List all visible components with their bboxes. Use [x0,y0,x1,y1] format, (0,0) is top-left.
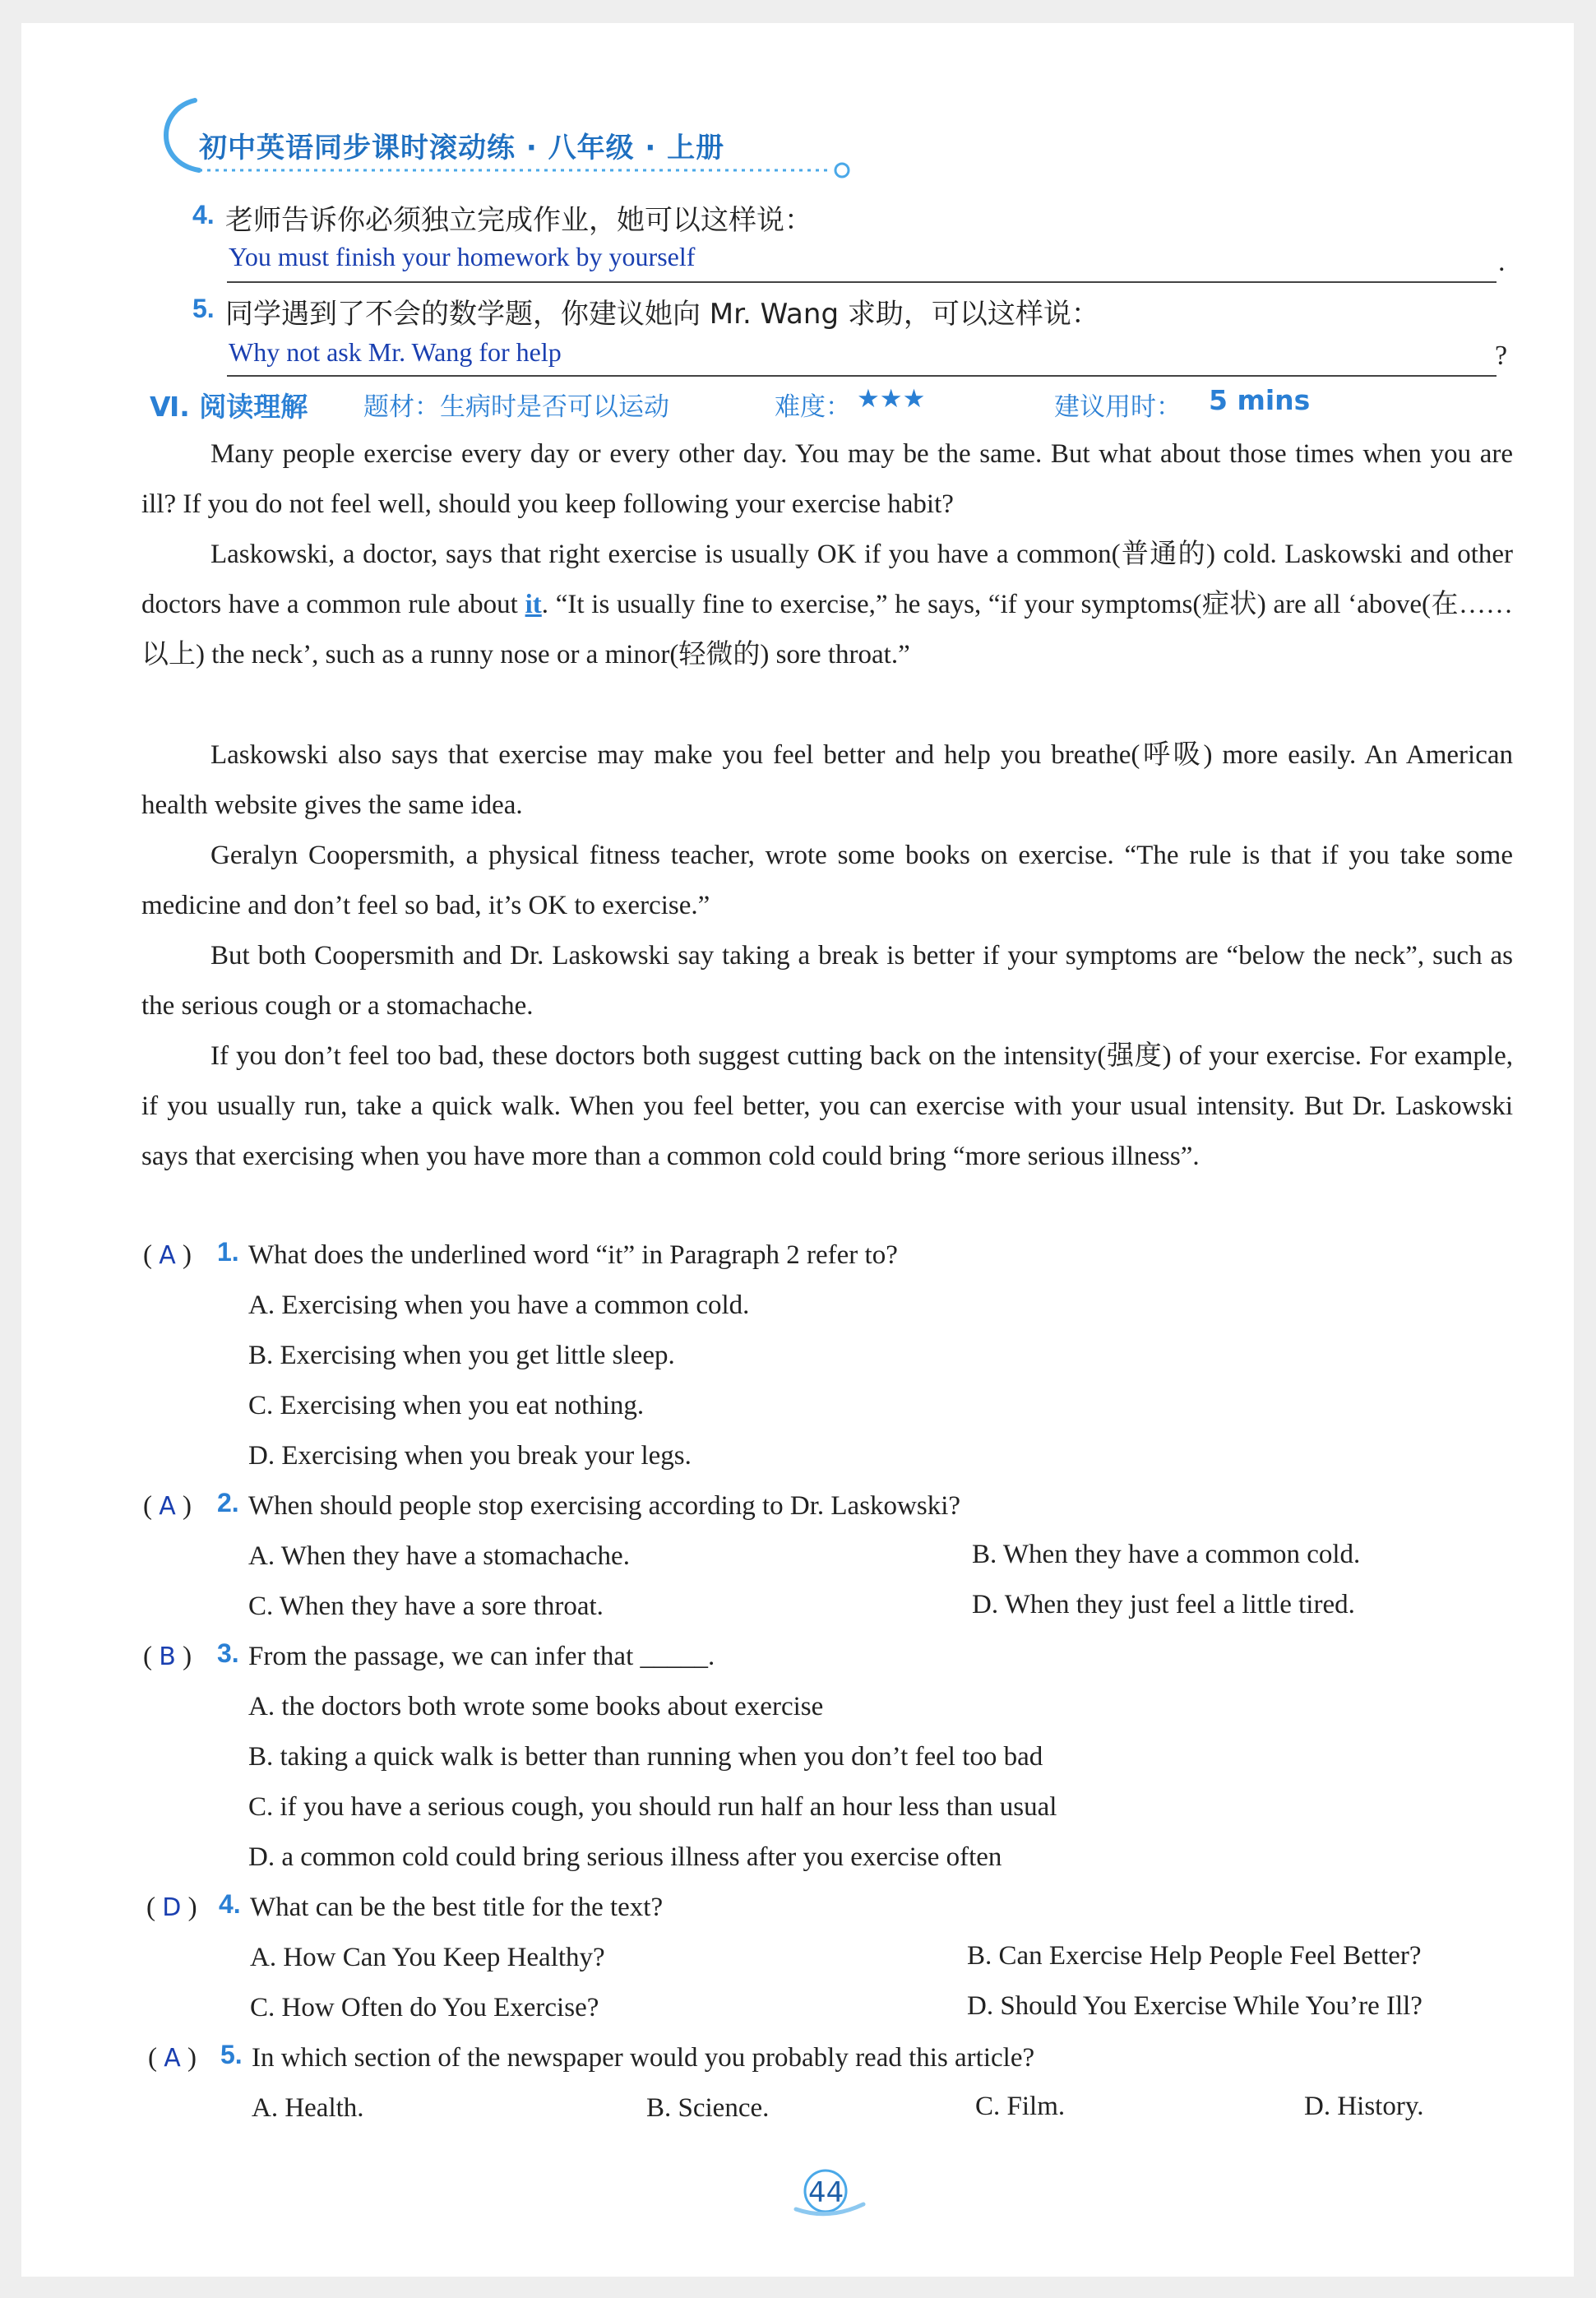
item-answer: Why not ask Mr. Wang for help [229,337,562,367]
question-stem: When should people stop exercising according to Dr. Laskowski? [248,1491,961,1521]
option: A. When they have a stomachache. [248,1541,630,1571]
passage-paragraph-5: But both Coopersmith and Dr. Laskowski say taking a break is better if your symptoms are “below the neck”, such as the serious cough or a stomachache. [141,941,1513,1021]
question-stem: In which section of the newspaper would you probably read this article? [252,2043,1035,2073]
option: B. Science. [646,2093,770,2123]
question-stem: What can be the best title for the text? [250,1893,664,1922]
option: B. When they have a common cold. [972,1540,1361,1569]
option: D. Exercising when you break your legs. [248,1441,692,1471]
option: C. Film. [975,2092,1066,2121]
option: B. Exercising when you get little sleep. [248,1341,675,1370]
option: B. taking a quick walk is better than running when you don’t feel too bad [248,1742,1043,1772]
option: D. a common cold could bring serious illness after you exercise often [248,1842,1002,1872]
option: D. History. [1304,2092,1424,2121]
header-title: 初中英语同步课时滚动练 · 八年级 · 上册 [199,132,725,164]
passage-paragraph-4: Geralyn Coopersmith, a physical fitness teacher, wrote some books on exercise. “The rule is that if you take some medicine and don’t feel so bad, it’s OK to exercise.” [141,841,1513,920]
passage-paragraph-1: Many people exercise every day or every other day. You may be the same. But what about those times when you are ill? If you do not feel well, should you keep following your exercise habit? [141,439,1513,519]
item-end-punct: . [1498,247,1506,277]
answer-choice: B [159,1642,176,1671]
section-label: Ⅵ. 阅读理解 [150,391,308,423]
item-prompt: 同学遇到了不会的数学题，你建议她向 Mr. Wang 求助，可以这样说： [225,298,1099,331]
underlined-word: it [525,590,542,619]
option: A. the doctors both wrote some books about exercise [248,1692,824,1721]
question-number: 1. [217,1237,239,1267]
question-number: 4. [219,1889,241,1919]
option: B. Can Exercise Help People Feel Better? [967,1941,1422,1971]
item-number: 4. [192,200,215,229]
answer-choice: A [164,2044,181,2073]
option: A. How Can You Keep Healthy? [250,1943,605,1972]
answer-choice: D [162,1893,182,1922]
time-label: 建议用时： [1054,392,1182,422]
question-stem: What does the underlined word “it” in Paragraph 2 refer to? [248,1240,898,1270]
option: A. Exercising when you have a common cold. [248,1290,750,1320]
item-answer: You must finish your homework by yourself [229,242,696,271]
option: C. How Often do You Exercise? [250,1993,599,2022]
question-number: 5. [220,2040,243,2069]
question-stem: From the passage, we can infer that _____. [248,1642,715,1671]
page-number: 44 [808,2176,844,2209]
difficulty-stars-icon: ★★★ [857,384,926,414]
answer-bracket: ( A ) [143,1240,192,1270]
time-value: 5 mins [1209,384,1311,416]
answer-choice: A [159,1241,176,1270]
passage-paragraph-2 [141,530,1513,730]
question-number: 3. [217,1638,239,1668]
answer-choice: A [159,1492,176,1521]
section-topic: 题材：生病时是否可以运动 [363,392,669,422]
paragraph-text: . “It is usually fine to exercise,” he says, “if your symptoms(症状) are all ‘above(在……以上) the neck’, such as a runny nose or a minor(轻微的) sore throat.” [141,590,1513,669]
item-end-punct: ? [1495,341,1508,371]
answer-bracket: ( B ) [143,1642,192,1671]
question-number: 2. [217,1488,239,1517]
passage-paragraph-6: If you don’t feel too bad, these doctors both suggest cutting back on the intensity(强度) of your exercise. For example, if you usually run, take a quick walk. When you feel better, you can exercise with your usual intensity. But Dr. Laskowski says that exercising when you have more than a common cold could bring “more serious illness”. [141,1041,1513,1171]
answer-bracket: ( A ) [148,2043,197,2073]
answer-line [227,281,1497,283]
option: C. When they have a sore throat. [248,1591,604,1621]
option: D. Should You Exercise While You’re Ill? [967,1991,1423,2021]
answer-bracket: ( D ) [146,1893,197,1922]
option: C. if you have a serious cough, you should run half an hour less than usual [248,1792,1057,1822]
difficulty-label: 难度： [775,392,851,422]
item-prompt: 老师告诉你必须独立完成作业，她可以这样说： [225,204,812,237]
answer-bracket: ( A ) [143,1491,192,1521]
option: D. When they just feel a little tired. [972,1590,1355,1619]
answer-line [227,375,1497,377]
option: A. Health. [252,2093,364,2123]
passage-paragraph-3: Laskowski also says that exercise may make you feel better and help you breathe(呼吸) more easily. An American health website gives the same idea. [141,740,1513,820]
item-number: 5. [192,294,215,323]
option: C. Exercising when you eat nothing. [248,1391,645,1420]
paragraph-text: Laskowski, a doctor, says that right exercise is usually OK if you have a common(普通的) cold. Laskowski and other doctors have a common rule about [141,540,1513,619]
